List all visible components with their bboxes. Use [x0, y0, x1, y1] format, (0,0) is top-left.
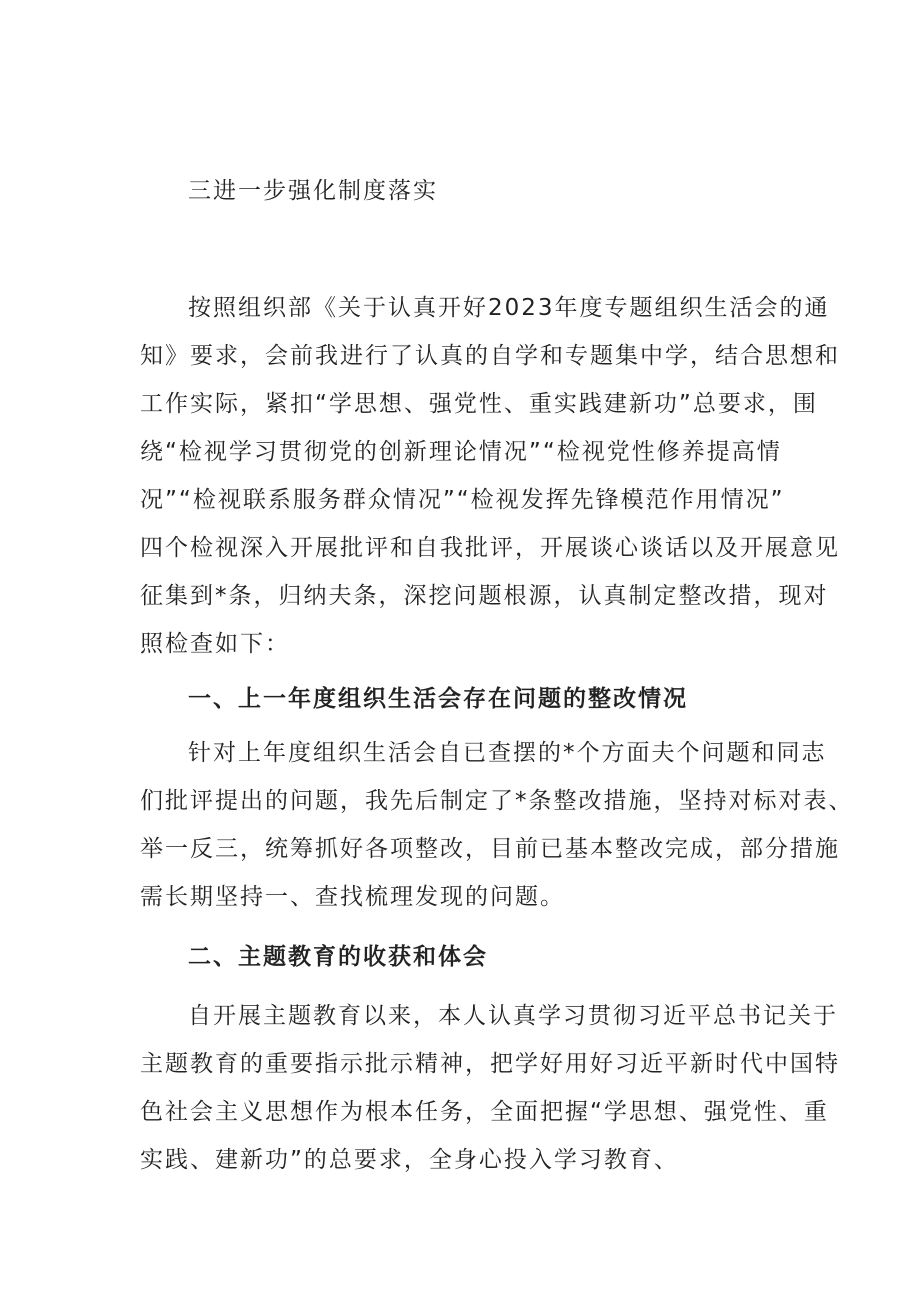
paragraph-1-line-6: 四个检视深入开展批评和自我批评，开展谈心谈话以及开展意见	[140, 535, 840, 561]
paragraph-2-line-1: 针对上年度组织生活会自已查摆的*个方面夫个问题和同志	[188, 740, 827, 766]
paragraph-1-line-3: 工作实际，紧扣“学思想、强党性、重实践建新功”总要求，围	[140, 391, 818, 417]
section-heading-2: 二、主题教育的收获和体会	[188, 944, 488, 970]
paragraph-2-line-2: 们批评提出的问题，我先后制定了*条整改措施，坚持对标对表、	[140, 788, 854, 814]
section-heading-1: 一、上一年度组织生活会存在问题的整改情况	[188, 686, 688, 712]
paragraph-2-line-3: 举一反三，统筹抓好各项整改，目前已基本整改完成，部分措施	[140, 836, 840, 862]
paragraph-3-line-1: 自开展主题教育以来，本人认真学习贯彻习近平总书记关于	[188, 1003, 838, 1029]
paragraph-1-line-7: 征集到*条，归纳夫条，深挖问题根源，认真制定整改措，现对	[140, 583, 829, 609]
paragraph-3-line-3: 色社会主义思想作为根本任务，全面把握“学思想、强党性、重	[140, 1099, 829, 1125]
paragraph-1-line-4: 绕“检视学习贯彻党的创新理论情况”“检视党性修养提高情	[140, 439, 782, 465]
paragraph-1-line-2: 知》要求，会前我进行了认真的自学和专题集中学，结合思想和	[140, 343, 840, 369]
document-top-title: 三进一步强化制度落实	[188, 178, 438, 204]
paragraph-3-line-2: 主题教育的重要指示批示精神，把学好用好习近平新时代中国特	[140, 1051, 840, 1077]
paragraph-1-line-8: 照检查如下：	[140, 631, 290, 657]
paragraph-1-line-5: 况”“检视联系服务群众情况”“检视发挥先锋模范作用情况”	[140, 487, 785, 513]
paragraph-2-line-4: 需长期坚持一、查找梳理发现的问题。	[140, 884, 565, 910]
paragraph-3-line-4: 实践、建新功”的总要求，全身心投入学习教育、	[140, 1147, 679, 1173]
paragraph-1-line-1: 按照组织部《关于认真开好2023年度专题组织生活会的通	[188, 295, 830, 321]
